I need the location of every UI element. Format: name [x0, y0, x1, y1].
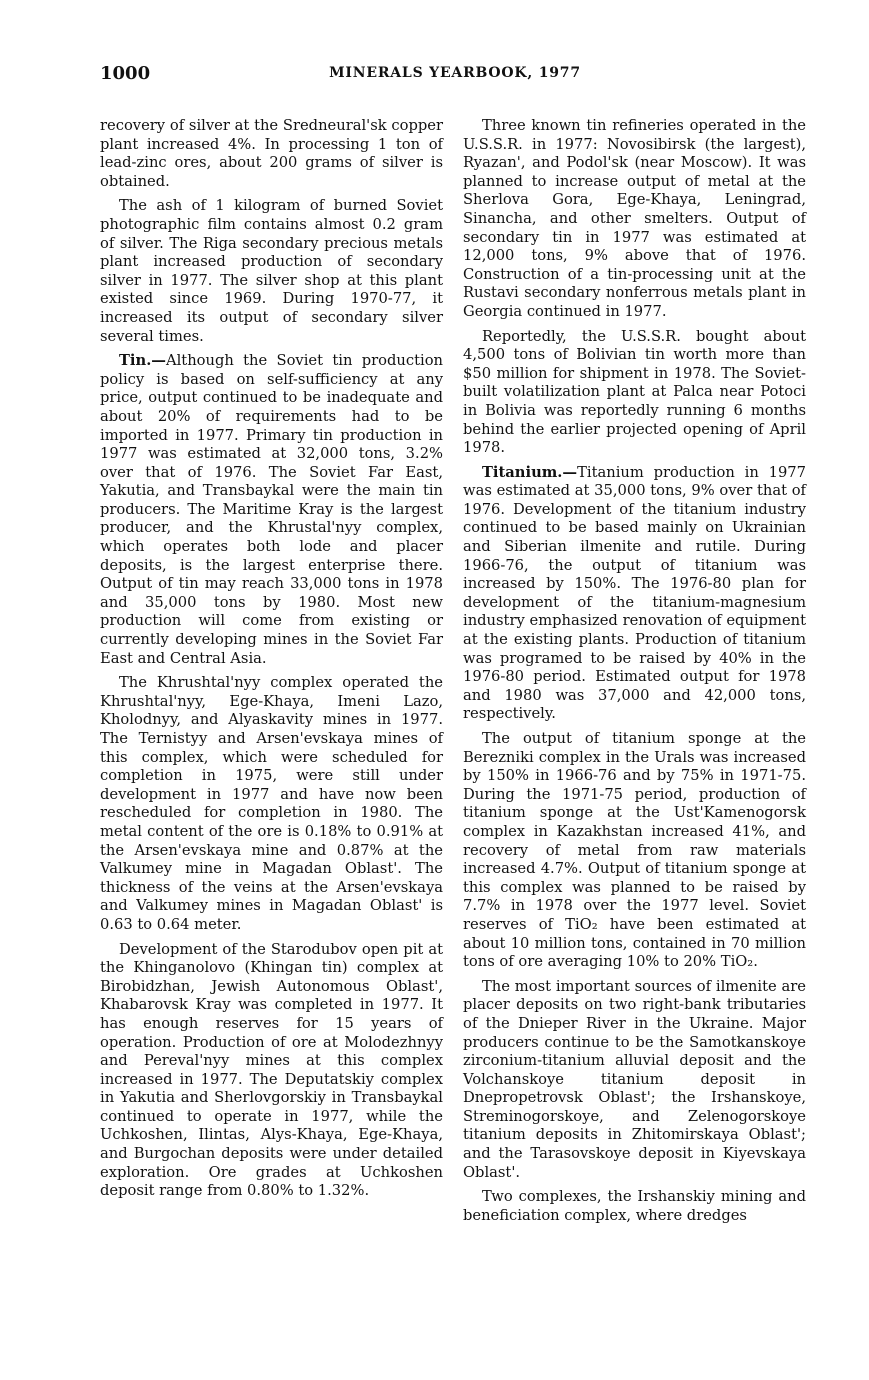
- right-column: [463, 117, 806, 1231]
- paragraph: The ash of 1 kilogram of burned Soviet photographic film contains almost 0.2 gram of silver. The Riga secondary precious metals plant increased production of secondary silver in 1977. The silver shop at this plant existed since 1969. During 1970-77, it increased its output of secondary silver several times.: [100, 197, 443, 345]
- paragraph: The Khrushtal'nyy complex operated the Khrushtal'nyy, Ege-Khaya, Imeni Lazo, Kholodnyy, and Alyaskavity mines in 1977. The Ternistyy and Arsen'evskaya mines of this complex, which were scheduled for completion in 1975, were still under development in 1977 and have now been rescheduled for completion in 1980. The metal content of the ore is 0.18% to 0.91% at the Arsen'evskaya mine and 0.87% at the Valkumey mine in Magadan Oblast'. The thickness of the veins at the Arsen'evskaya and Valkumey mines in Magadan Oblast' is 0.63 to 0.64 meter.: [100, 674, 443, 933]
- section-heading-titanium: Titanium.—: [482, 463, 578, 481]
- paragraph: The most important sources of ilmenite are placer deposits on two right-bank tributaries of the Dnieper River in the Ukraine. Major producers continue to be the Samotkanskoye zirconium-titanium alluvial deposit and the Volchanskoye titanium deposit in Dnepropetrovsk Oblast'; the Irshanskoye, Streminogorskoye, and Zelenogorskoye titanium deposits in Zhitomirskaya Oblast'; and the Tarasovskoye deposit in Kiyevskaya Oblast'.: [463, 977, 806, 1181]
- paragraph-text: Although the Soviet tin production policy is based on self-sufficiency at any price, output continued to be inadequate and about 20% of requirements had to be imported in 1977. Primary tin production in 1977 was estimated at 32,000 tons, 3.2% over that of 1976. The Soviet Far East, Yakutia, and Transbaykal were the main tin producers. The Maritime Kray is the largest producer, and the Khrustal'nyy complex, which operates both lode and placer deposits, is the largest enterprise there. Output of tin may reach 33,000 tons in 1978 and 35,000 tons by 1980. Most new production will come from existing or currently developing mines in the Soviet Far East and Central Asia.: [100, 352, 443, 667]
- paragraph: The output of titanium sponge at the Berezniki complex in the Urals was increased by 150% in 1966-76 and by 75% in 1971-75. During the 1971-75 period, production of titanium sponge at the Ust'Kamenogorsk complex in Kazakhstan increased 41%, and recovery of metal from raw materials increased 4.7%. Output of titanium sponge at this complex was planned to be raised by 7.7% in 1978 over the 1977 level. Soviet reserves of TiO₂ have been estimated at about 10 million tons, contained in 70 million tons of ore averaging 10% to 20% TiO₂.: [463, 730, 806, 971]
- section-heading-tin: Tin.—: [119, 352, 166, 370]
- paragraph: Three known tin refineries operated in the U.S.S.R. in 1977: Novosibirsk (the largest), Ryazan', and Podol'sk (near Moscow). It was planned to increase output of metal at the Sherlova Gora, Ege-Khaya, Leningrad, Sinancha, and other smelters. Output of secondary tin in 1977 was estimated at 12,000 tons, 9% above that of 1976. Construction of a tin-processing unit at the Rustavi secondary nonferrous metals plant in Georgia continued in 1977.: [463, 117, 806, 320]
- left-column: [100, 117, 443, 1207]
- page-header: [100, 63, 810, 89]
- paragraph-text: Titanium production in 1977 was estimated at 35,000 tons, 9% over that of 1976. Development of the titanium industry continued to be based mainly on Ukrainian and Siberian ilmenite and rutile. During 1966-76, the output of titanium was increased by 150%. The 1976-80 plan for development of the titanium-magnesium industry emphasized renovation of equipment at the existing plants. Production of titanium was programed to be raised by 40% in the 1976-80 period. Estimated output for 1978 and 1980 was 37,000 and 42,000 tons, respectively.: [463, 463, 806, 723]
- paragraph-titanium: [463, 464, 806, 724]
- page-number: 1000: [100, 63, 151, 84]
- paragraph: recovery of silver at the Sredneural'sk copper plant increased 4%. In processing 1 ton of lead-zinc ores, about 200 grams of silver is obtained.: [100, 117, 443, 190]
- paragraph-tin: [100, 352, 443, 668]
- paragraph: Reportedly, the U.S.S.R. bought about 4,500 tons of Bolivian tin worth more than $50 million for shipment in 1978. The Soviet-built volatilization plant at Palca near Potoci in Bolivia was reportedly running 6 months behind the earlier projected opening of April 1978.: [463, 327, 806, 457]
- running-title: MINERALS YEARBOOK, 1977: [329, 65, 581, 81]
- paragraph: Development of the Starodubov open pit at the Khinganolovo (Khingan tin) complex at Birobidzhan, Jewish Autonomous Oblast', Khabarovsk Kray was completed in 1977. It has enough reserves for 15 years of operation. Production of ore at Molodezhnyy and Pereval'nyy mines at this complex increased in 1977. The Deputatskiy complex in Yakutia and Sherlovgorskiy in Transbaykal continued to operate in 1977, while the Uchkoshen, Ilintas, Alys-Khaya, Ege-Khaya, and Burgochan deposits were under detailed exploration. Ore grades at Uchkoshen deposit range from 0.80% to 1.32%.: [100, 940, 443, 1200]
- paragraph: Two complexes, the Irshanskiy mining and beneficiation complex, where dredges: [463, 1188, 806, 1224]
